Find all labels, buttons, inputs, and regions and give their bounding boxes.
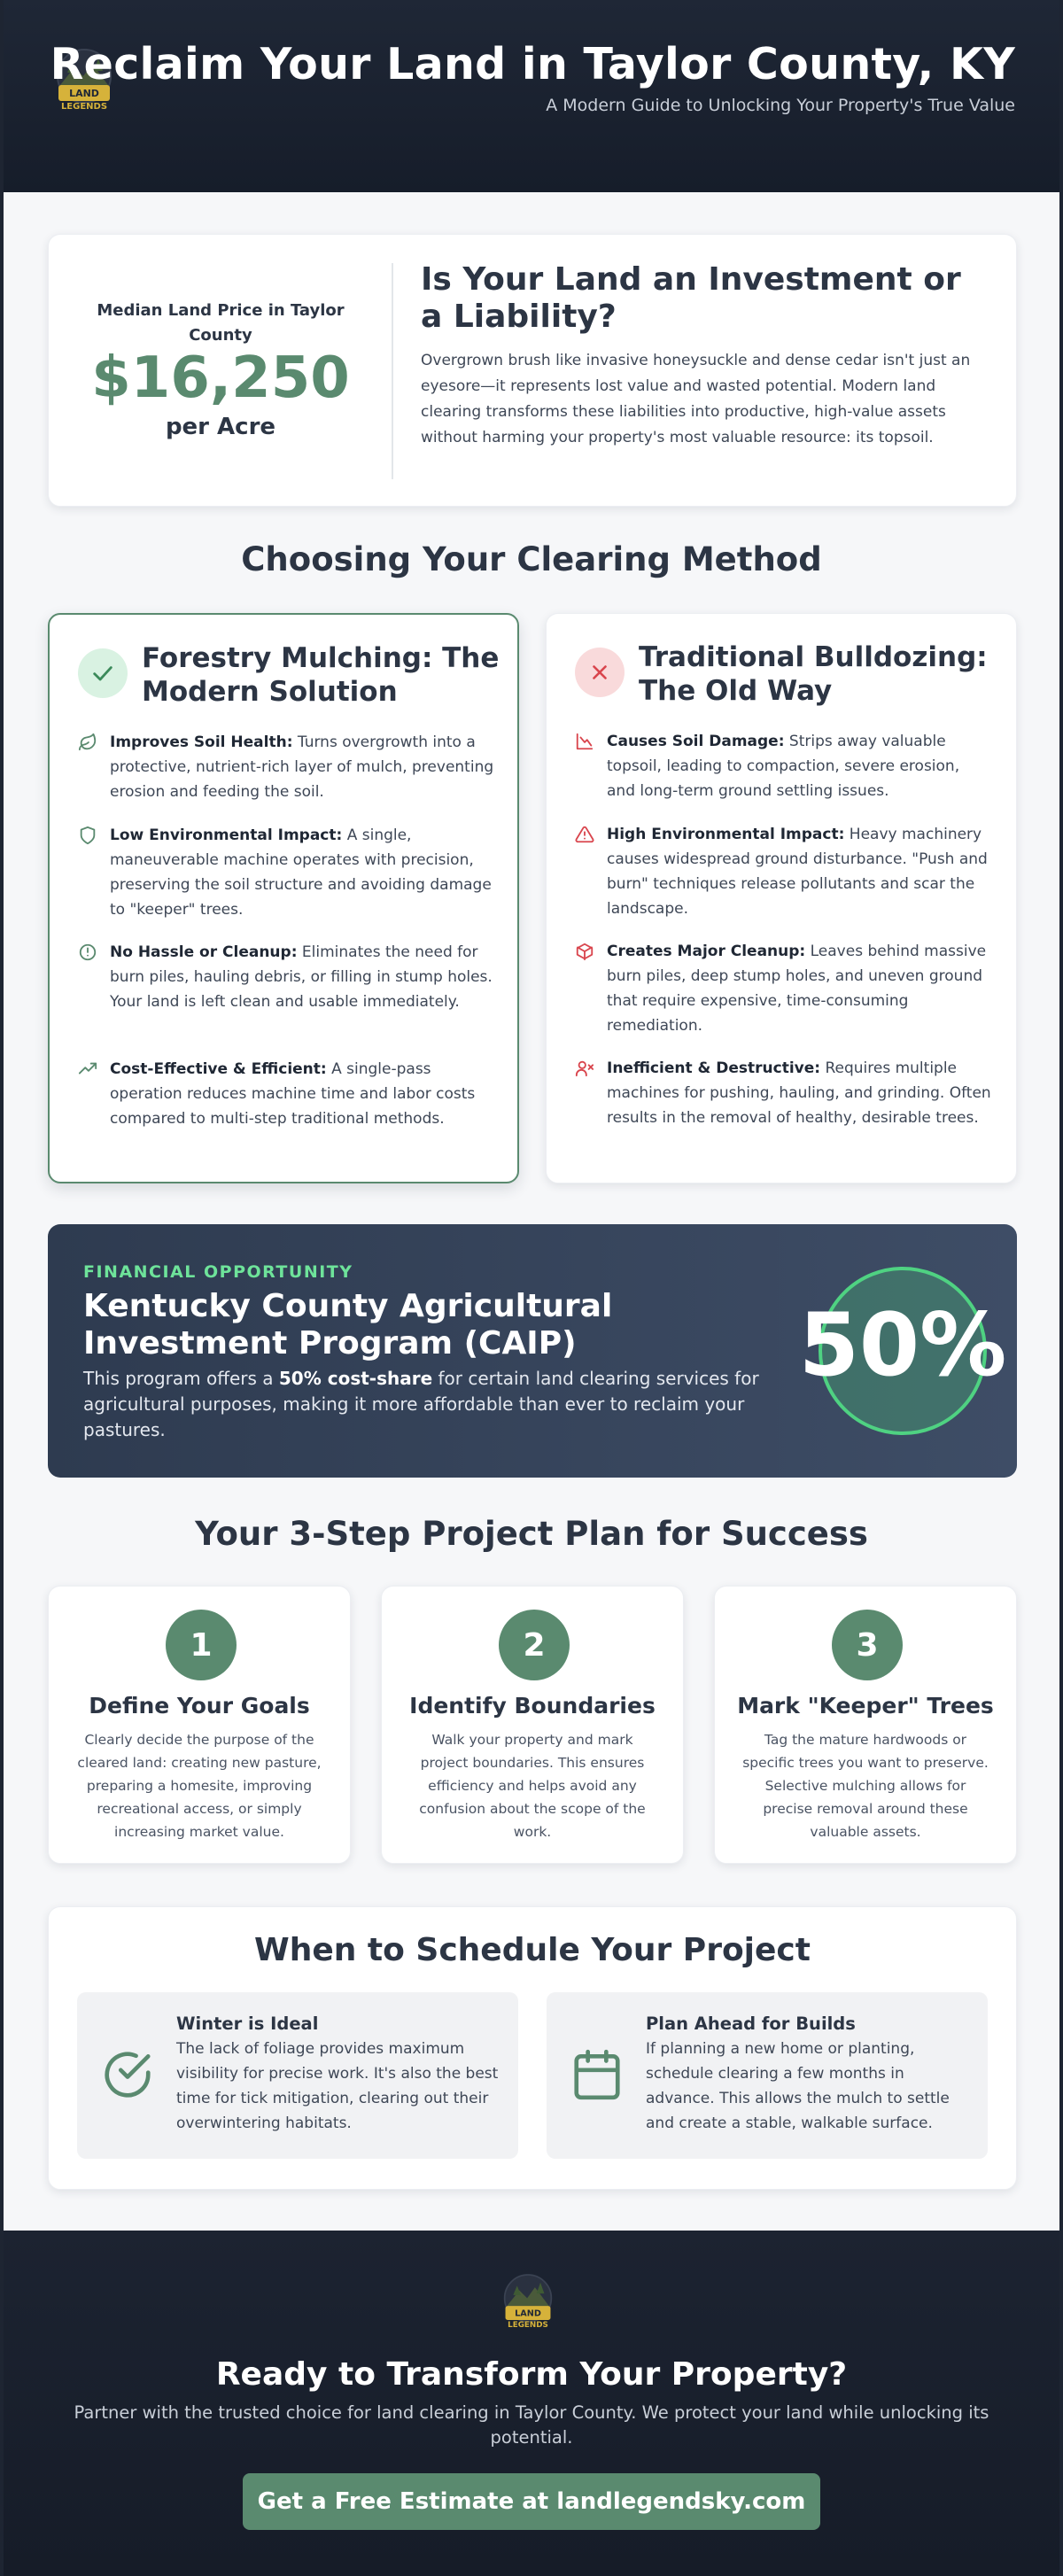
schedule-card xyxy=(48,1906,1017,2190)
land-legends-logo xyxy=(496,2271,560,2330)
feature-label: Causes Soil Damage: xyxy=(607,733,785,750)
bulldozing-feature xyxy=(575,939,991,1038)
feature-text: A single, maneuverable machine operates with precision, preserving the soil structure and avoiding damage to "keeper" trees. xyxy=(110,826,492,919)
page-header xyxy=(4,0,1059,192)
bulldozing-card xyxy=(546,613,1017,1183)
tip-title: Winter is Ideal xyxy=(176,2013,319,2034)
schedule-title: When to Schedule Your Project xyxy=(254,1932,811,1968)
svg-text:LEGENDS: LEGENDS xyxy=(508,2320,548,2330)
feature-label: Inefficient & Destructive: xyxy=(607,1059,821,1077)
caip-desc-highlight: 50% cost-share xyxy=(278,1368,433,1389)
mulching-title: Forestry Mulching: The Modern Solution xyxy=(142,642,500,708)
footer-title: Ready to Transform Your Property? xyxy=(215,2356,848,2393)
feature-label: Creates Major Cleanup: xyxy=(607,943,806,960)
page-title: Reclaim Your Land in Taylor County, KY xyxy=(50,39,1015,89)
bulldozing-feature xyxy=(575,822,991,921)
check-icon xyxy=(90,661,115,686)
check-circle-icon xyxy=(100,2047,155,2102)
tip-text: The lack of foliage provides maximum visibility for precise work. It's also the best time for tick mitigation, clearing out their overwintering habitats. xyxy=(176,2040,499,2132)
free-estimate-button[interactable]: Get a Free Estimate at landlegendsky.com xyxy=(243,2473,820,2530)
calendar-icon xyxy=(570,2047,625,2102)
price-stat-value: $16,250 xyxy=(91,345,350,411)
warning-icon xyxy=(575,825,594,844)
step-card xyxy=(714,1586,1017,1864)
step-title: Identify Boundaries xyxy=(409,1693,656,1719)
feature-text: A single-pass operation reduces machine time and labor costs compared to multi-step traditional methods. xyxy=(110,1060,476,1128)
bulldozing-feature xyxy=(575,729,991,803)
caip-title: Kentucky County Agricultural Investment Program (CAIP) xyxy=(83,1288,613,1362)
intro-divider xyxy=(392,263,393,479)
leaf-icon xyxy=(78,733,97,752)
caip-kicker: FINANCIAL OPPORTUNITY xyxy=(83,1262,353,1282)
feature-text: Strips away valuable topsoil, leading to compaction, severe erosion, and long-term ground settling issues. xyxy=(607,733,960,800)
caip-banner xyxy=(48,1224,1017,1478)
step-title: Mark "Keeper" Trees xyxy=(737,1693,994,1719)
step-text: Clearly decide the purpose of the cleared land: creating new pasture, preparing a homesite, improving recreational access, or simply increasing market value. xyxy=(77,1732,322,1840)
tip-title: Plan Ahead for Builds xyxy=(646,2013,856,2034)
bulldozing-feature xyxy=(575,1056,991,1130)
schedule-tip xyxy=(77,1992,518,2159)
bulldozing-title: Traditional Bulldozing: The Old Way xyxy=(639,641,988,707)
step-number: 1 xyxy=(166,1610,237,1680)
step-text: Tag the mature hardwoods or specific trees you want to preserve. Selective mulching allows for precise removal around these valuable assets. xyxy=(742,1732,989,1840)
feature-text: Heavy machinery causes widespread ground disturbance. "Push and burn" techniques release pollutants and scar the landscape. xyxy=(607,826,988,918)
step-number: 3 xyxy=(832,1610,903,1680)
cost-share-percent: 50% xyxy=(798,1295,1007,1396)
feature-label: No Hassle or Cleanup: xyxy=(110,943,298,961)
footer-text: Partner with the trusted choice for land clearing in Taylor County. We protect your land while unlocking its potential. xyxy=(74,2402,989,2448)
caip-desc-text: This program offers a xyxy=(83,1368,279,1389)
cta-footer xyxy=(4,2231,1059,2576)
caip-desc-text: for certain land clearing services for agricultural purposes, making it more affordable than ever to reclaim your pastures. xyxy=(83,1368,759,1440)
schedule-tip xyxy=(547,1992,988,2159)
step-text: Walk your property and mark project boundaries. This ensures efficiency and helps avoid any confusion about the scope of the work. xyxy=(419,1732,646,1840)
chart-down-icon xyxy=(575,732,594,751)
step-number: 2 xyxy=(499,1610,570,1680)
feature-label: High Environmental Impact: xyxy=(607,826,845,843)
caip-description xyxy=(83,1366,783,1443)
shield-icon xyxy=(78,826,97,845)
trend-up-icon xyxy=(78,1059,97,1079)
user-x-icon xyxy=(575,1059,594,1078)
mulching-card xyxy=(48,613,519,1183)
mulching-feature xyxy=(78,823,494,922)
svg-text:LEGENDS: LEGENDS xyxy=(60,102,108,112)
mulching-feature xyxy=(78,730,494,804)
feature-text: Turns overgrowth into a protective, nutrient-rich layer of mulch, preventing erosion and feeding the soil. xyxy=(110,733,494,801)
mulching-feature xyxy=(78,940,494,1014)
feature-label: Low Environmental Impact: xyxy=(110,826,343,844)
feature-text: Requires multiple machines for pushing, hauling, and grinding. Often results in the removal of healthy, desirable trees. xyxy=(607,1059,991,1127)
svg-text:LAND: LAND xyxy=(69,88,99,99)
close-icon xyxy=(588,661,611,684)
intro-text: Overgrown brush like invasive honeysuckle and dense cedar isn't just an eyesore—it represents lost value and wasted potential. Modern land clearing transforms these liabilities into productive, high-value assets without harming your property's most valuable resource: its topsoil. xyxy=(421,352,971,446)
box-icon xyxy=(575,942,594,961)
price-stat xyxy=(49,235,392,508)
intro-title: Is Your Land an Investment or a Liability? xyxy=(421,261,961,335)
steps-title: Your 3-Step Project Plan for Success xyxy=(195,1515,868,1553)
mulching-feature xyxy=(78,1057,494,1131)
price-stat-unit: per Acre xyxy=(165,414,276,440)
feature-label: Cost-Effective & Efficient: xyxy=(110,1060,327,1078)
svg-text:LAND: LAND xyxy=(515,2308,541,2319)
step-card xyxy=(48,1586,351,1864)
intro-card xyxy=(48,234,1017,507)
tip-text: If planning a new home or planting, schedule clearing a few months in advance. This allows the mulch to settle and create a stable, walkable surface. xyxy=(646,2040,950,2132)
feature-text: Eliminates the need for burn piles, hauling debris, or filling in stump holes. Your land is left clean and usable immediately. xyxy=(110,943,493,1011)
feature-label: Improves Soil Health: xyxy=(110,733,293,751)
price-stat-label: Median Land Price in Taylor County xyxy=(97,301,345,345)
clock-icon xyxy=(78,943,97,962)
feature-text: Leaves behind massive burn piles, deep stump holes, and uneven ground that require expensive, time-consuming remediation. xyxy=(607,943,987,1035)
step-title: Define Your Goals xyxy=(89,1693,310,1719)
methods-title: Choosing Your Clearing Method xyxy=(241,540,822,578)
step-card xyxy=(381,1586,684,1864)
x-badge xyxy=(575,648,625,697)
check-badge xyxy=(78,648,128,698)
page-subtitle: A Modern Guide to Unlocking Your Property's True Value xyxy=(546,96,1015,115)
